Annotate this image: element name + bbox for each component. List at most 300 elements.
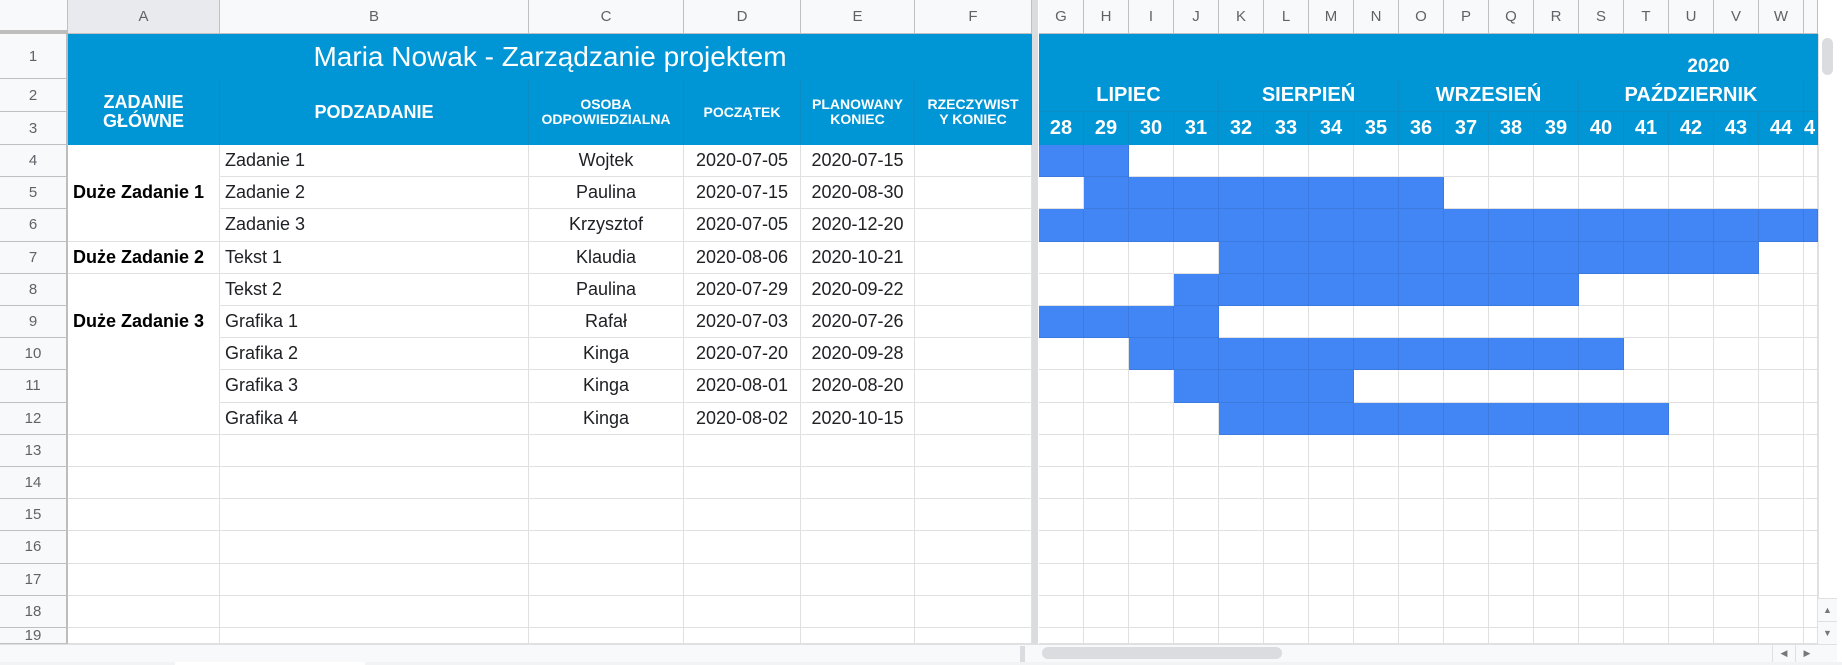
- gantt-bar-cell[interactable]: [1309, 242, 1354, 274]
- gantt-bar-cell[interactable]: [1399, 242, 1444, 274]
- gantt-cell[interactable]: [1174, 242, 1219, 274]
- gantt-cell[interactable]: [1219, 306, 1264, 338]
- gantt-cell[interactable]: [1714, 370, 1759, 402]
- empty-cell[interactable]: [220, 628, 529, 644]
- gantt-bar-cell[interactable]: [1624, 209, 1669, 241]
- gantt-bar-cell[interactable]: [1264, 338, 1309, 370]
- gantt-bar-cell[interactable]: [1714, 209, 1759, 241]
- gantt-cell[interactable]: [1219, 435, 1264, 467]
- gantt-bar-cell[interactable]: [1264, 209, 1309, 241]
- gantt-cell[interactable]: [1264, 145, 1309, 177]
- gantt-cell[interactable]: [1264, 531, 1309, 563]
- owner-cell[interactable]: Wojtek: [529, 145, 684, 177]
- gantt-cell[interactable]: [1219, 145, 1264, 177]
- gantt-cell[interactable]: [1579, 370, 1624, 402]
- empty-cell[interactable]: [529, 564, 684, 596]
- gantt-cell[interactable]: [1534, 370, 1579, 402]
- gantt-cell[interactable]: [1129, 564, 1174, 596]
- gantt-cell[interactable]: [1264, 467, 1309, 499]
- gantt-cell[interactable]: [1759, 403, 1804, 435]
- gantt-cell[interactable]: [1759, 435, 1804, 467]
- gantt-cell[interactable]: [1264, 628, 1309, 644]
- gantt-cell[interactable]: [1804, 628, 1818, 644]
- gantt-cell[interactable]: [1354, 370, 1399, 402]
- gantt-cell[interactable]: [1219, 531, 1264, 563]
- gantt-bar-cell[interactable]: [1444, 209, 1489, 241]
- gantt-cell[interactable]: [1129, 370, 1174, 402]
- gantt-cell[interactable]: [1219, 564, 1264, 596]
- gantt-bar-cell[interactable]: [1354, 242, 1399, 274]
- gantt-cell[interactable]: [1039, 531, 1084, 563]
- empty-cell[interactable]: [529, 435, 684, 467]
- empty-cell[interactable]: [801, 531, 915, 563]
- gantt-cell[interactable]: [1354, 564, 1399, 596]
- gantt-cell[interactable]: [1804, 596, 1818, 628]
- gantt-bar-cell[interactable]: [1444, 242, 1489, 274]
- gantt-cell[interactable]: [1264, 306, 1309, 338]
- gantt-cell[interactable]: [1084, 499, 1129, 531]
- gantt-cell[interactable]: [1624, 596, 1669, 628]
- gantt-cell[interactable]: [1624, 274, 1669, 306]
- gantt-cell[interactable]: [1399, 596, 1444, 628]
- gantt-cell[interactable]: [1624, 177, 1669, 209]
- row-header-16[interactable]: 16: [0, 531, 68, 563]
- cell-a8[interactable]: [68, 274, 220, 306]
- cell-a15[interactable]: [68, 499, 220, 531]
- empty-cell[interactable]: [529, 531, 684, 563]
- gantt-cell[interactable]: [1534, 467, 1579, 499]
- empty-cell[interactable]: [220, 596, 529, 628]
- gantt-cell[interactable]: [1219, 596, 1264, 628]
- column-header-c[interactable]: C: [529, 0, 684, 34]
- gantt-cell[interactable]: [1759, 306, 1804, 338]
- gantt-bar-cell[interactable]: [1084, 145, 1129, 177]
- column-header-b[interactable]: B: [220, 0, 529, 34]
- gantt-cell[interactable]: [1309, 628, 1354, 644]
- owner-cell[interactable]: Kinga: [529, 338, 684, 370]
- column-header-e[interactable]: E: [801, 0, 915, 34]
- row-header-19[interactable]: 19: [0, 628, 68, 644]
- gantt-bar-cell[interactable]: [1309, 403, 1354, 435]
- gantt-cell[interactable]: [1174, 467, 1219, 499]
- gantt-bar-cell[interactable]: [1534, 403, 1579, 435]
- empty-cell[interactable]: [220, 531, 529, 563]
- gantt-bar-cell[interactable]: [1354, 274, 1399, 306]
- gantt-cell[interactable]: [1579, 177, 1624, 209]
- gantt-cell[interactable]: [1624, 531, 1669, 563]
- subtask-cell[interactable]: Zadanie 1: [220, 145, 529, 177]
- gantt-cell[interactable]: [1804, 145, 1818, 177]
- gantt-bar-cell[interactable]: [1084, 209, 1129, 241]
- planned-end-cell[interactable]: 2020-08-30: [801, 177, 915, 209]
- gantt-cell[interactable]: [1039, 177, 1084, 209]
- gantt-cell[interactable]: [1489, 531, 1534, 563]
- gantt-bar-cell[interactable]: [1354, 403, 1399, 435]
- empty-cell[interactable]: [529, 628, 684, 644]
- gantt-cell[interactable]: [1039, 435, 1084, 467]
- gantt-bar-cell[interactable]: [1444, 403, 1489, 435]
- group-label[interactable]: Duże Zadanie 2: [68, 242, 220, 274]
- row-header-10[interactable]: 10: [0, 338, 68, 370]
- gantt-cell[interactable]: [1624, 370, 1669, 402]
- row-header-2[interactable]: 2: [0, 79, 68, 112]
- gantt-bar-cell[interactable]: [1804, 209, 1818, 241]
- gantt-cell[interactable]: [1804, 306, 1818, 338]
- gantt-cell[interactable]: [1624, 435, 1669, 467]
- scroll-left-button[interactable]: ◀: [1772, 644, 1795, 662]
- gantt-bar-cell[interactable]: [1219, 177, 1264, 209]
- empty-cell[interactable]: [915, 531, 1032, 563]
- gantt-cell[interactable]: [1084, 338, 1129, 370]
- gantt-bar-cell[interactable]: [1624, 403, 1669, 435]
- empty-cell[interactable]: [801, 564, 915, 596]
- empty-cell[interactable]: [915, 628, 1032, 644]
- gantt-cell[interactable]: [1669, 403, 1714, 435]
- gantt-bar-cell[interactable]: [1219, 403, 1264, 435]
- column-header-t[interactable]: T: [1624, 0, 1669, 34]
- gantt-cell[interactable]: [1444, 306, 1489, 338]
- row-header-6[interactable]: 6: [0, 209, 68, 241]
- start-date-cell[interactable]: 2020-07-05: [684, 209, 801, 241]
- start-date-cell[interactable]: 2020-08-02: [684, 403, 801, 435]
- gantt-cell[interactable]: [1039, 242, 1084, 274]
- row-header-15[interactable]: 15: [0, 499, 68, 531]
- gantt-cell[interactable]: [1714, 628, 1759, 644]
- empty-cell[interactable]: [915, 596, 1032, 628]
- empty-cell[interactable]: [529, 467, 684, 499]
- gantt-cell[interactable]: [1489, 306, 1534, 338]
- column-header-r[interactable]: R: [1534, 0, 1579, 34]
- gantt-cell[interactable]: [1759, 242, 1804, 274]
- gantt-bar-cell[interactable]: [1084, 177, 1129, 209]
- gantt-cell[interactable]: [1174, 435, 1219, 467]
- gantt-cell[interactable]: [1354, 628, 1399, 644]
- gantt-bar-cell[interactable]: [1174, 306, 1219, 338]
- owner-cell[interactable]: Paulina: [529, 177, 684, 209]
- gantt-cell[interactable]: [1084, 564, 1129, 596]
- gantt-cell[interactable]: [1264, 564, 1309, 596]
- gantt-cell[interactable]: [1534, 628, 1579, 644]
- group-label[interactable]: Duże Zadanie 1: [68, 177, 220, 209]
- gantt-bar-cell[interactable]: [1354, 209, 1399, 241]
- gantt-bar-cell[interactable]: [1579, 242, 1624, 274]
- gantt-cell[interactable]: [1174, 564, 1219, 596]
- gantt-cell[interactable]: [1669, 306, 1714, 338]
- start-date-cell[interactable]: 2020-07-03: [684, 306, 801, 338]
- gantt-bar-cell[interactable]: [1354, 177, 1399, 209]
- gantt-cell[interactable]: [1624, 467, 1669, 499]
- gantt-bar-cell[interactable]: [1579, 209, 1624, 241]
- gantt-cell[interactable]: [1444, 531, 1489, 563]
- gantt-cell[interactable]: [1129, 531, 1174, 563]
- gantt-cell[interactable]: [1399, 435, 1444, 467]
- cell-a12[interactable]: [68, 403, 220, 435]
- gantt-cell[interactable]: [1399, 531, 1444, 563]
- gantt-bar-cell[interactable]: [1489, 338, 1534, 370]
- gantt-cell[interactable]: [1039, 467, 1084, 499]
- gantt-cell[interactable]: [1084, 531, 1129, 563]
- gantt-cell[interactable]: [1309, 306, 1354, 338]
- gantt-cell[interactable]: [1804, 467, 1818, 499]
- actual-end-cell[interactable]: [915, 177, 1032, 209]
- gantt-bar-cell[interactable]: [1444, 274, 1489, 306]
- gantt-cell[interactable]: [1309, 467, 1354, 499]
- gantt-cell[interactable]: [1669, 564, 1714, 596]
- gantt-cell[interactable]: [1534, 177, 1579, 209]
- column-header-o[interactable]: O: [1399, 0, 1444, 34]
- vertical-scroll-thumb[interactable]: [1822, 38, 1833, 75]
- cell-a10[interactable]: [68, 338, 220, 370]
- empty-cell[interactable]: [915, 467, 1032, 499]
- gantt-bar-cell[interactable]: [1669, 242, 1714, 274]
- gantt-cell[interactable]: [1354, 467, 1399, 499]
- gantt-cell[interactable]: [1264, 499, 1309, 531]
- empty-cell[interactable]: [801, 467, 915, 499]
- gantt-cell[interactable]: [1534, 306, 1579, 338]
- gantt-bar-cell[interactable]: [1039, 209, 1084, 241]
- gantt-bar-cell[interactable]: [1264, 403, 1309, 435]
- column-header-a[interactable]: A: [68, 0, 220, 34]
- gantt-bar-cell[interactable]: [1489, 209, 1534, 241]
- gantt-cell[interactable]: [1804, 564, 1818, 596]
- empty-cell[interactable]: [220, 564, 529, 596]
- empty-cell[interactable]: [529, 499, 684, 531]
- subtask-cell[interactable]: Zadanie 3: [220, 209, 529, 241]
- gantt-cell[interactable]: [1759, 467, 1804, 499]
- gantt-cell[interactable]: [1714, 177, 1759, 209]
- empty-cell[interactable]: [220, 499, 529, 531]
- empty-cell[interactable]: [801, 628, 915, 644]
- owner-cell[interactable]: Kinga: [529, 403, 684, 435]
- gantt-bar-cell[interactable]: [1309, 209, 1354, 241]
- gantt-cell[interactable]: [1309, 596, 1354, 628]
- row-header-14[interactable]: 14: [0, 467, 68, 499]
- actual-end-cell[interactable]: [915, 209, 1032, 241]
- gantt-bar-cell[interactable]: [1129, 177, 1174, 209]
- gantt-cell[interactable]: [1354, 145, 1399, 177]
- planned-end-cell[interactable]: 2020-10-15: [801, 403, 915, 435]
- scroll-down-button[interactable]: ▼: [1818, 621, 1837, 644]
- gantt-bar-cell[interactable]: [1174, 370, 1219, 402]
- owner-cell[interactable]: Kinga: [529, 370, 684, 402]
- empty-cell[interactable]: [915, 499, 1032, 531]
- gantt-cell[interactable]: [1579, 274, 1624, 306]
- owner-cell[interactable]: Klaudia: [529, 242, 684, 274]
- gantt-bar-cell[interactable]: [1039, 306, 1084, 338]
- gantt-bar-cell[interactable]: [1534, 274, 1579, 306]
- gantt-bar-cell[interactable]: [1129, 338, 1174, 370]
- gantt-cell[interactable]: [1579, 499, 1624, 531]
- gantt-cell[interactable]: [1129, 145, 1174, 177]
- gantt-cell[interactable]: [1759, 531, 1804, 563]
- empty-cell[interactable]: [801, 435, 915, 467]
- gantt-cell[interactable]: [1804, 403, 1818, 435]
- gantt-cell[interactable]: [1579, 306, 1624, 338]
- gantt-cell[interactable]: [1534, 564, 1579, 596]
- gantt-cell[interactable]: [1759, 596, 1804, 628]
- column-header-w[interactable]: W: [1759, 0, 1804, 34]
- gantt-cell[interactable]: [1579, 628, 1624, 644]
- gantt-bar-cell[interactable]: [1489, 403, 1534, 435]
- gantt-cell[interactable]: [1129, 435, 1174, 467]
- row-header-4[interactable]: 4: [0, 145, 68, 177]
- gantt-cell[interactable]: [1759, 564, 1804, 596]
- column-header-f[interactable]: F: [915, 0, 1032, 34]
- gantt-bar-cell[interactable]: [1444, 338, 1489, 370]
- row-header-8[interactable]: 8: [0, 274, 68, 306]
- gantt-bar-cell[interactable]: [1354, 338, 1399, 370]
- gantt-cell[interactable]: [1129, 403, 1174, 435]
- gantt-bar-cell[interactable]: [1309, 370, 1354, 402]
- gantt-cell[interactable]: [1759, 499, 1804, 531]
- gantt-cell[interactable]: [1534, 499, 1579, 531]
- actual-end-cell[interactable]: [915, 306, 1032, 338]
- gantt-bar-cell[interactable]: [1309, 274, 1354, 306]
- column-header-q[interactable]: Q: [1489, 0, 1534, 34]
- actual-end-cell[interactable]: [915, 145, 1032, 177]
- gantt-bar-cell[interactable]: [1534, 209, 1579, 241]
- gantt-cell[interactable]: [1759, 628, 1804, 644]
- gantt-cell[interactable]: [1624, 499, 1669, 531]
- gantt-cell[interactable]: [1489, 467, 1534, 499]
- gantt-cell[interactable]: [1354, 531, 1399, 563]
- gantt-cell[interactable]: [1759, 370, 1804, 402]
- gantt-cell[interactable]: [1354, 499, 1399, 531]
- gantt-cell[interactable]: [1804, 499, 1818, 531]
- gantt-cell[interactable]: [1804, 531, 1818, 563]
- gantt-bar-cell[interactable]: [1489, 274, 1534, 306]
- column-header-h[interactable]: H: [1084, 0, 1129, 34]
- planned-end-cell[interactable]: 2020-10-21: [801, 242, 915, 274]
- gantt-bar-cell[interactable]: [1174, 274, 1219, 306]
- gantt-cell[interactable]: [1309, 435, 1354, 467]
- actual-end-cell[interactable]: [915, 242, 1032, 274]
- empty-cell[interactable]: [915, 435, 1032, 467]
- gantt-cell[interactable]: [1669, 274, 1714, 306]
- gantt-cell[interactable]: [1759, 274, 1804, 306]
- column-header-l[interactable]: L: [1264, 0, 1309, 34]
- gantt-bar-cell[interactable]: [1264, 274, 1309, 306]
- gantt-bar-cell[interactable]: [1219, 338, 1264, 370]
- group-label[interactable]: Duże Zadanie 3: [68, 306, 220, 338]
- gantt-cell[interactable]: [1714, 306, 1759, 338]
- gantt-bar-cell[interactable]: [1219, 370, 1264, 402]
- row-header-5[interactable]: 5: [0, 177, 68, 209]
- empty-cell[interactable]: [915, 564, 1032, 596]
- gantt-bar-cell[interactable]: [1399, 338, 1444, 370]
- gantt-bar-cell[interactable]: [1309, 177, 1354, 209]
- column-header-u[interactable]: U: [1669, 0, 1714, 34]
- gantt-bar-cell[interactable]: [1219, 274, 1264, 306]
- subtask-cell[interactable]: Zadanie 2: [220, 177, 529, 209]
- gantt-bar-cell[interactable]: [1579, 403, 1624, 435]
- horizontal-scrollbar[interactable]: [0, 644, 1837, 662]
- subtask-cell[interactable]: Tekst 1: [220, 242, 529, 274]
- gantt-cell[interactable]: [1219, 499, 1264, 531]
- gantt-cell[interactable]: [1579, 564, 1624, 596]
- planned-end-cell[interactable]: 2020-12-20: [801, 209, 915, 241]
- gantt-cell[interactable]: [1399, 628, 1444, 644]
- frozen-columns-divider[interactable]: [1032, 0, 1038, 645]
- vertical-scrollbar[interactable]: [1818, 34, 1837, 644]
- gantt-bar-cell[interactable]: [1399, 274, 1444, 306]
- gantt-cell[interactable]: [1219, 467, 1264, 499]
- gantt-cell[interactable]: [1309, 499, 1354, 531]
- gantt-cell[interactable]: [1669, 435, 1714, 467]
- gantt-bar-cell[interactable]: [1534, 338, 1579, 370]
- column-header-j[interactable]: J: [1174, 0, 1219, 34]
- owner-cell[interactable]: Rafał: [529, 306, 684, 338]
- gantt-bar-cell[interactable]: [1039, 145, 1084, 177]
- gantt-cell[interactable]: [1174, 499, 1219, 531]
- gantt-cell[interactable]: [1129, 499, 1174, 531]
- select-all-corner[interactable]: [0, 0, 68, 34]
- gantt-cell[interactable]: [1534, 435, 1579, 467]
- gantt-cell[interactable]: [1624, 338, 1669, 370]
- empty-cell[interactable]: [684, 467, 801, 499]
- gantt-cell[interactable]: [1579, 467, 1624, 499]
- subtask-cell[interactable]: Grafika 1: [220, 306, 529, 338]
- gantt-bar-cell[interactable]: [1219, 209, 1264, 241]
- gantt-cell[interactable]: [1399, 467, 1444, 499]
- gantt-bar-cell[interactable]: [1219, 242, 1264, 274]
- planned-end-cell[interactable]: 2020-07-26: [801, 306, 915, 338]
- gantt-cell[interactable]: [1039, 499, 1084, 531]
- gantt-cell[interactable]: [1174, 628, 1219, 644]
- gantt-cell[interactable]: [1444, 435, 1489, 467]
- planned-end-cell[interactable]: 2020-09-28: [801, 338, 915, 370]
- actual-end-cell[interactable]: [915, 370, 1032, 402]
- gantt-cell[interactable]: [1309, 145, 1354, 177]
- gantt-bar-cell[interactable]: [1534, 242, 1579, 274]
- scroll-up-button[interactable]: ▲: [1818, 598, 1837, 621]
- gantt-bar-cell[interactable]: [1174, 209, 1219, 241]
- subtask-cell[interactable]: Grafika 2: [220, 338, 529, 370]
- gantt-cell[interactable]: [1354, 596, 1399, 628]
- gantt-cell[interactable]: [1084, 274, 1129, 306]
- gantt-cell[interactable]: [1084, 242, 1129, 274]
- column-header-i[interactable]: I: [1129, 0, 1174, 34]
- gantt-cell[interactable]: [1714, 338, 1759, 370]
- gantt-bar-cell[interactable]: [1399, 403, 1444, 435]
- subtask-cell[interactable]: Tekst 2: [220, 274, 529, 306]
- cell-a19[interactable]: [68, 628, 220, 644]
- gantt-cell[interactable]: [1534, 145, 1579, 177]
- empty-cell[interactable]: [684, 628, 801, 644]
- gantt-cell[interactable]: [1534, 596, 1579, 628]
- gantt-cell[interactable]: [1489, 628, 1534, 644]
- gantt-bar-cell[interactable]: [1669, 209, 1714, 241]
- gantt-cell[interactable]: [1489, 177, 1534, 209]
- cell-a18[interactable]: [68, 596, 220, 628]
- horizontal-scroll-thumb[interactable]: [1042, 647, 1282, 659]
- gantt-bar-cell[interactable]: [1129, 209, 1174, 241]
- gantt-cell[interactable]: [1669, 145, 1714, 177]
- column-header-s[interactable]: S: [1579, 0, 1624, 34]
- gantt-bar-cell[interactable]: [1174, 177, 1219, 209]
- gantt-bar-cell[interactable]: [1714, 242, 1759, 274]
- cell-a11[interactable]: [68, 370, 220, 402]
- gantt-cell[interactable]: [1309, 531, 1354, 563]
- gantt-cell[interactable]: [1084, 628, 1129, 644]
- gantt-cell[interactable]: [1399, 564, 1444, 596]
- planned-end-cell[interactable]: 2020-07-15: [801, 145, 915, 177]
- gantt-cell[interactable]: [1624, 564, 1669, 596]
- gantt-cell[interactable]: [1804, 274, 1818, 306]
- gantt-cell[interactable]: [1804, 338, 1818, 370]
- gantt-cell[interactable]: [1579, 531, 1624, 563]
- gantt-cell[interactable]: [1669, 596, 1714, 628]
